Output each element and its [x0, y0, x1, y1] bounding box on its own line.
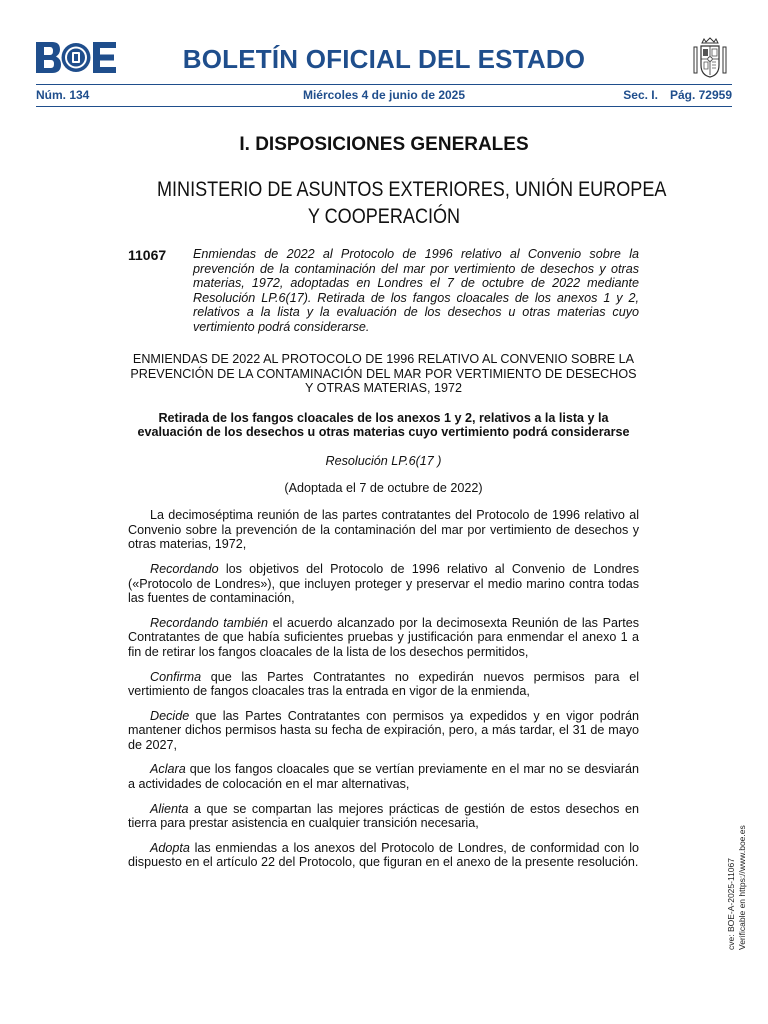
section-label: Sec. I.: [623, 88, 658, 102]
paragraph-lead: Adopta: [150, 840, 190, 855]
verify-link[interactable]: Verificable en https://www.boe.es: [737, 825, 747, 950]
body-subheading: Retirada de los fangos cloacales de los anexos 1 y 2, relativos a la lista y la evaluación de los desechos u otras materias cuyo vertimiento podrá considerarse: [137, 410, 630, 440]
resolution-label: Resolución LP.6(17 ): [325, 453, 442, 468]
paragraph: [128, 762, 639, 791]
paragraph-lead: Aclara: [150, 762, 186, 777]
body-heading: ENMIENDAS DE 2022 AL PROTOCOLO DE 1996 RELATIVO AL CONVENIO SOBRE LA PREVENCIÓN DE LA CONTAMINACIÓN DEL MAR POR VERTIMIENTO DE DESECHOS Y OTRAS MATERIAS, 1972: [130, 352, 637, 396]
paragraph: [128, 562, 639, 606]
section-title: I. DISPOSICIONES GENERALES: [239, 134, 529, 155]
paragraph-text: a que se compartan las mejores prácticas de gestión de estos desechos en tierra para prestar asistencia en cualquier transición necesaria,: [128, 801, 639, 831]
paragraph-text: las enmiendas a los anexos del Protocolo de Londres, de conformidad con lo dispuesto en el artículo 22 del Protocolo, que figuran en el anexo de la presente resolución.: [128, 840, 639, 870]
cve-code: cve: BOE-A-2025-11067: [726, 858, 736, 950]
ministry-line-2: Y COOPERACIÓN: [307, 205, 461, 228]
paragraph-lead: Recordando también: [150, 615, 269, 630]
paragraph-lead: Alienta: [150, 801, 189, 816]
paragraph: [128, 802, 639, 831]
issue-date: Miércoles 4 de junio de 2025: [302, 88, 466, 102]
paragraph-lead: Recordando: [150, 561, 219, 576]
paragraph: [128, 616, 639, 660]
cve-margin-note: [726, 825, 748, 950]
page-label: Pág. 72959: [669, 88, 732, 102]
paragraph-lead: Decide: [150, 708, 190, 723]
header-rule-bottom: [36, 106, 732, 107]
coat-of-arms-icon: [690, 37, 730, 79]
paragraph: [128, 670, 639, 699]
paragraph-text: que las Partes Contratantes no expedirán nuevos permisos para el vertimiento de fangos cloacales tras la entrada en vigor de la enmienda,: [128, 669, 639, 699]
paragraph-text: que los fangos cloacales que se vertían previamente en el mar no se desviarán a actividades de colocación en el mar alternativas,: [128, 762, 639, 792]
paragraph-text: que las Partes Contratantes con permisos ya expedidos y en vigor podrán mantener dichos permisos hasta su fecha de expiración, pero, a más tardar, el 31 de mayo de 2027,: [128, 708, 639, 752]
paragraph: [128, 709, 639, 753]
paragraph: La decimoséptima reunión de las partes contratantes del Protocolo de 1996 relativo al Convenio sobre la prevención de la contaminación del mar por vertimiento de desechos y otras materias, 1972,: [128, 508, 639, 552]
ministry-title: [156, 176, 667, 230]
paragraph-text: el acuerdo alcanzado por la decimosexta Reunión de las Partes Contratantes de que había suficientes pruebas y justificación para enmendar el anexo 1 a fin de retirar los fangos cloacales de la lista de los desechos permitidos,: [128, 615, 639, 659]
section-page: [623, 88, 732, 102]
adoption-date: (Adoptada el 7 de octubre de 2022): [284, 480, 483, 495]
document-number: 11067: [128, 247, 167, 263]
document-summary: Enmiendas de 2022 al Protocolo de 1996 relativo al Convenio sobre la prevención de la contaminación del mar por vertimiento de desechos y otras materias, 1972, adoptadas en Londres el 7 de octubre de 2022 mediante Resolución LP.6(17). Retirada de los fangos cloacales de los anexos 1 y 2, relativos a la lista y la evaluación de los desechos u otras materias cuyo vertimiento podrá considerarse.: [193, 247, 639, 334]
paragraph: [128, 841, 639, 870]
header-rule-top: [36, 84, 732, 85]
issue-number: Núm. 134: [36, 88, 90, 102]
paragraph-lead: Confirma: [150, 669, 202, 684]
masthead-title: BOLETÍN OFICIAL DEL ESTADO: [182, 44, 586, 74]
paragraph-text: los objetivos del Protocolo de 1996 relativo al Convenio de Londres («Protocolo de Londres»), que incluyen proteger y preservar el medio marino contra todas las fuentes de contaminación,: [128, 561, 639, 606]
ministry-line-1: MINISTERIO DE ASUNTOS EXTERIORES, UNIÓN EUROPEA: [156, 178, 667, 201]
boe-logo: [36, 42, 116, 73]
document-body: [128, 352, 639, 870]
